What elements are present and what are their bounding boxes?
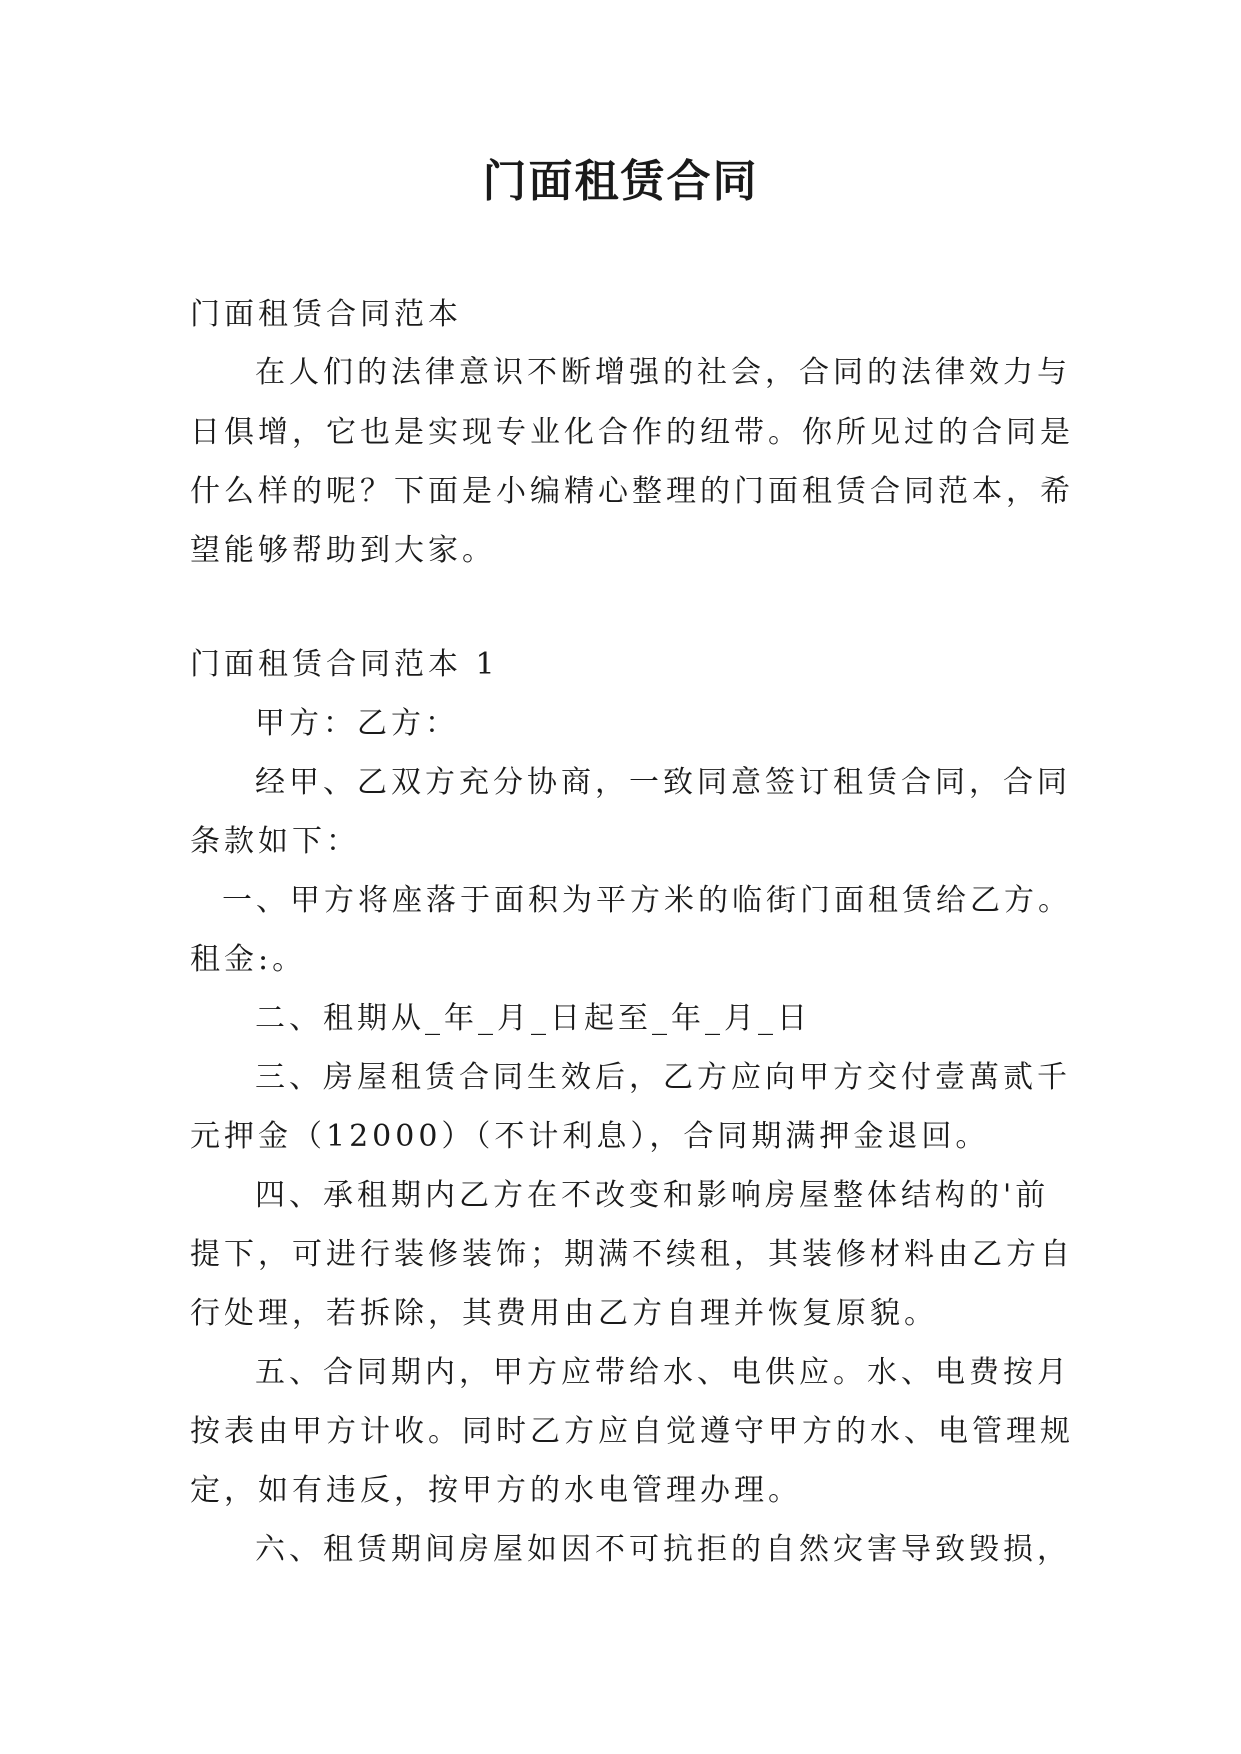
paragraph-line: 行处理，若拆除，其费用由乙方自理并恢复原貌。	[190, 1296, 938, 1331]
paragraph-line: 提下，可进行装修装饰；期满不续租，其装修材料由乙方自	[190, 1237, 1074, 1272]
paragraph-line: 二、租期从_年_月_日起至_年_月_日	[255, 1001, 811, 1036]
paragraph-line: 三、房屋租赁合同生效后，乙方应向甲方交付壹萬贰千	[255, 1060, 1071, 1095]
paragraph-line: 四、承租期内乙方在不改变和影响房屋整体结构的'前	[255, 1178, 1050, 1213]
paragraph-line: 望能够帮助到大家。	[190, 533, 496, 568]
paragraph-line: 按表由甲方计收。同时乙方应自觉遵守甲方的水、电管理规	[190, 1414, 1074, 1449]
paragraph-line: 一、甲方将座落于面积为平方米的临街门面租赁给乙方。	[222, 883, 1072, 918]
section-heading: 门面租赁合同范本	[190, 297, 462, 332]
paragraph-line: 日俱增，它也是实现专业化合作的纽带。你所见过的合同是	[190, 415, 1074, 450]
paragraph-line: 条款如下：	[190, 824, 360, 859]
paragraph-line: 定，如有违反，按甲方的水电管理办理。	[190, 1473, 802, 1508]
paragraph-line: 什么样的呢？下面是小编精心整理的门面租赁合同范本，希	[190, 474, 1074, 509]
paragraph-line: 租金:。	[190, 942, 307, 977]
paragraph-line: 经甲、乙双方充分协商，一致同意签订租赁合同，合同	[255, 765, 1071, 800]
paragraph-line: 六、租赁期间房屋如因不可抗拒的自然灾害导致毁损，	[255, 1532, 1071, 1567]
document-title: 门面租赁合同	[482, 156, 759, 207]
section-heading: 门面租赁合同范本 1	[190, 647, 499, 682]
paragraph-line: 元押金（12000）（不计利息），合同期满押金退回。	[190, 1119, 990, 1154]
paragraph-line: 在人们的法律意识不断增强的社会，合同的法律效力与	[255, 355, 1071, 390]
paragraph-line: 五、合同期内，甲方应带给水、电供应。水、电费按月	[255, 1355, 1071, 1390]
paragraph-line: 甲方：乙方：	[255, 706, 459, 741]
